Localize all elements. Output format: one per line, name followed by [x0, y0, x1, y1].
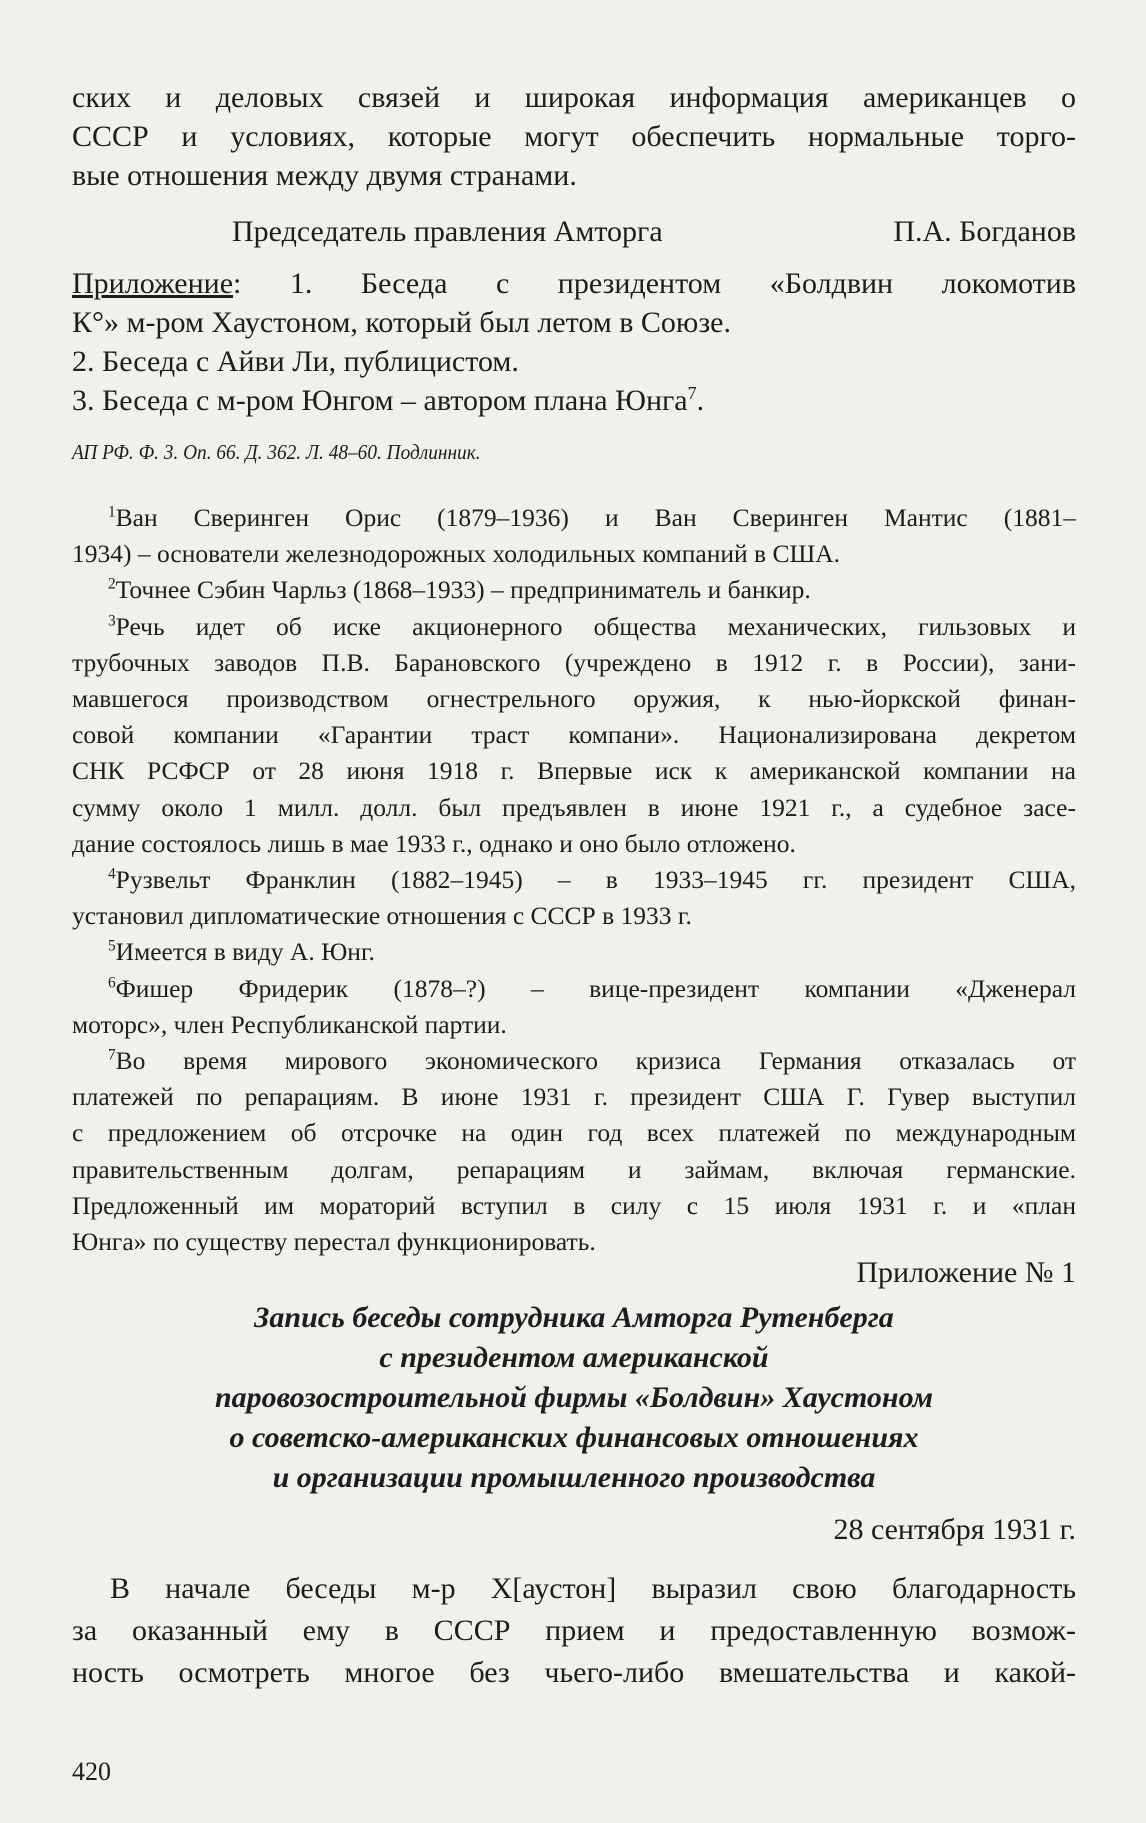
- text: 1934) – основатели железнодорожных холодильных компаний в США.: [72, 539, 840, 569]
- text: Имеется в виду А. Юнг.: [115, 937, 375, 967]
- footnote-line: [72, 826, 1076, 862]
- text: СНК РСФСР от 28 июня 1918 г. Впервые иск к американской компании на: [72, 756, 1076, 786]
- footnote-line: [72, 609, 1076, 645]
- text: правительственным долгам, репарациям и займам, включая германские.: [72, 1154, 1076, 1184]
- signature-name: П.А. Богданов: [893, 215, 1076, 248]
- appendix-title: [72, 1298, 1076, 1498]
- footnote-line: [72, 1152, 1076, 1188]
- attachments-label: Приложение: [72, 267, 234, 300]
- footnote-line: [72, 645, 1076, 681]
- page-number: 420: [72, 1757, 111, 1786]
- footnote-ref: 7: [687, 383, 697, 403]
- footnote-line: [72, 717, 1076, 753]
- text: Точнее Сэбин Чарльз (1868–1933) – предприниматель и банкир.: [115, 575, 811, 605]
- text: дание состоялось лишь в мае 1933 г., однако и оно было отложено.: [72, 828, 796, 858]
- title-line: о советско-американских финансовых отношениях: [229, 1421, 919, 1454]
- text: Юнга» по существу перестал функционировать.: [72, 1227, 596, 1257]
- bottom-paragraph: [72, 1568, 1076, 1694]
- footnote-number: 5: [108, 937, 116, 955]
- text: совой компании «Гарантии траст компани». Национализирована декретом: [72, 720, 1076, 750]
- top-paragraph: [72, 78, 1076, 195]
- footnote: [72, 572, 1076, 608]
- footnote: [72, 862, 1076, 934]
- footnote-number: 7: [108, 1046, 116, 1064]
- text: : 1. Беседа с президентом «Болдвин локомотив: [233, 267, 1076, 300]
- footnote-number: 6: [108, 974, 116, 992]
- text: Ван Сверинген Орис (1879–1936) и Ван Сверинген Мантис (1881–: [115, 503, 1076, 532]
- title-line: и организации промышленного производства: [272, 1461, 876, 1494]
- title-line: Запись беседы сотрудника Амторга Рутенберга: [254, 1301, 894, 1334]
- footnote-line: [72, 681, 1076, 717]
- footnotes: [72, 500, 1076, 1260]
- text-line: вые отношения между двумя странами.: [72, 159, 577, 192]
- text: .: [696, 384, 705, 417]
- footnote-line: [72, 500, 1076, 536]
- text: Во время мирового экономического кризиса Германия отказалась от: [115, 1046, 1076, 1076]
- title-line: паровозостроительной фирмы «Болдвин» Хаустоном: [214, 1381, 933, 1414]
- footnote-line: [72, 1079, 1076, 1115]
- text-line: за оказанный ему в СССР прием и предоставленную возмож-: [72, 1614, 1076, 1647]
- footnote: [72, 971, 1076, 1043]
- archive-source: АП РФ. Ф. 3. Оп. 66. Д. 362. Л. 48–60. Подлинник.: [72, 440, 481, 464]
- text-line: [72, 264, 1076, 303]
- footnote-line: [72, 572, 1076, 608]
- signature: [72, 212, 1076, 251]
- footnote-line: [72, 1043, 1076, 1079]
- text: с предложением об отсрочке на один год всех платежей по международным: [72, 1118, 1076, 1148]
- text: Речь идет об иске акционерного общества механических, гильзовых и: [115, 611, 1076, 641]
- title-line: с президентом американской: [379, 1341, 769, 1374]
- text-line: [72, 381, 1076, 420]
- footnote: [72, 609, 1076, 862]
- footnote-line: [72, 1115, 1076, 1151]
- footnote-number: 2: [108, 575, 116, 593]
- text: трубочных заводов П.В. Барановского (учреждено в 1912 г. в России), зани-: [72, 647, 1076, 677]
- text: моторс», член Республиканской партии.: [72, 1009, 507, 1039]
- footnote-number: 1: [108, 503, 116, 521]
- footnote-number: 3: [108, 612, 116, 630]
- footnote-line: [72, 862, 1076, 898]
- signature-position: Председатель правления Амторга: [232, 215, 663, 248]
- text: Рузвельт Франклин (1882–1945) – в 1933–1945 гг. президент США,: [115, 865, 1076, 895]
- text: мавшегося производством огнестрельного оружия, к нью-йоркской финан-: [72, 684, 1076, 714]
- footnote-line: [72, 971, 1076, 1007]
- text-line: 2. Беседа с Айви Ли, публицистом.: [72, 345, 519, 378]
- footnote-line: [72, 753, 1076, 789]
- text: Фишер Фридерик (1878–?) – вице-президент компании «Дженерал: [115, 973, 1076, 1003]
- text-line: К°» м-ром Хаустоном, который был летом в Союзе.: [72, 306, 731, 339]
- text: сумму около 1 милл. долл. был предъявлен в июне 1921 г., а судебное засе-: [72, 792, 1076, 822]
- text: Предложенный им мораторий вступил в силу с 15 июля 1931 г. и «план: [72, 1190, 1076, 1220]
- text-line: СССР и условиях, которые могут обеспечить нормальные торго-: [72, 120, 1076, 153]
- footnote: [72, 934, 1076, 970]
- text-line: ность осмотреть многое без чьего-либо вмешательства и какой-: [72, 1656, 1076, 1689]
- appendix-date: 28 сентября 1931 г.: [833, 1513, 1076, 1546]
- text-line: В начале беседы м-р Х[аустон] выразил свою благодарность: [110, 1572, 1076, 1605]
- footnote-line: [72, 790, 1076, 826]
- footnote-line: [72, 536, 1076, 572]
- attachments: [72, 264, 1076, 420]
- footnote-line: [72, 1188, 1076, 1224]
- footnote-line: [72, 1007, 1076, 1043]
- text-line: ских и деловых связей и широкая информация американцев о: [72, 81, 1076, 114]
- footnote: [72, 500, 1076, 572]
- appendix-label: Приложение № 1: [856, 1256, 1076, 1289]
- footnote-line: [72, 898, 1076, 934]
- footnote: [72, 1043, 1076, 1260]
- footnote-number: 4: [108, 865, 116, 883]
- text: платежей по репарациям. В июне 1931 г. президент США Г. Гувер выступил: [72, 1082, 1076, 1112]
- footnote-line: [72, 934, 1076, 970]
- text: 3. Беседа с м-ром Юнгом – автором плана Юнга: [72, 384, 688, 417]
- text: установил дипломатические отношения с СССР в 1933 г.: [72, 901, 692, 931]
